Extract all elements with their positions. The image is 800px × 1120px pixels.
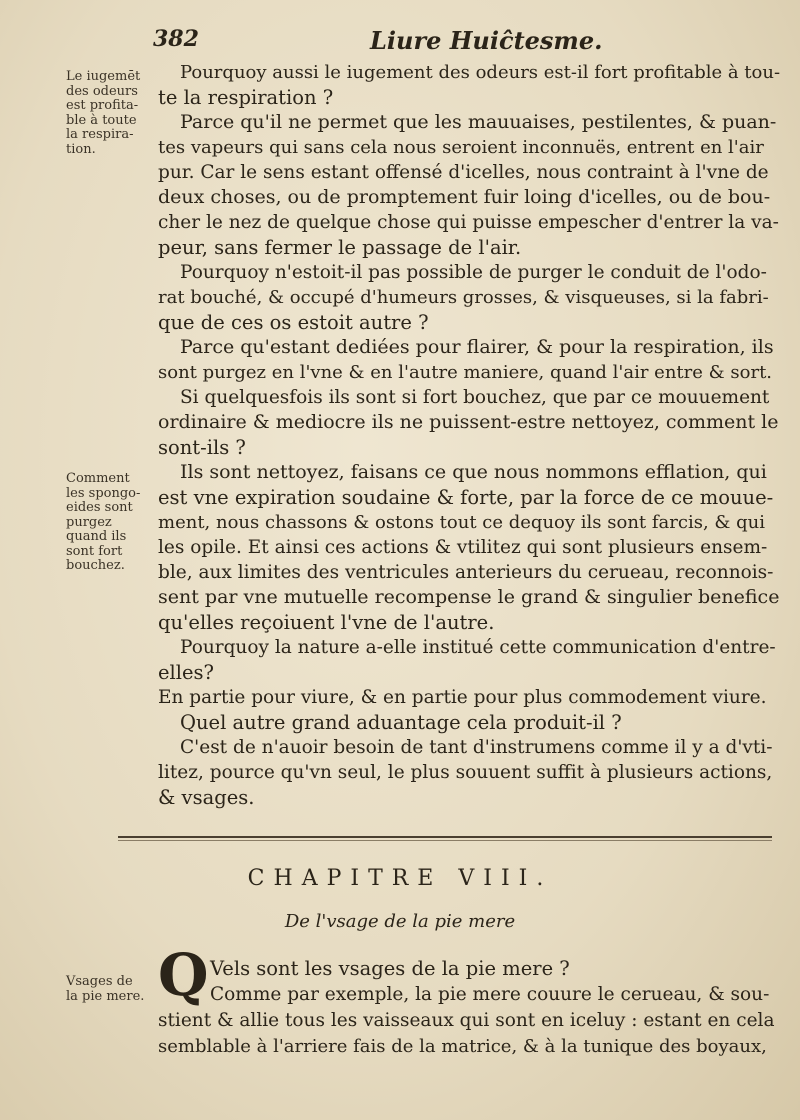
- text-line: ordinaire & mediocre ils ne puissent-estre nettoyez, comment le: [158, 411, 779, 433]
- margin-note-line: tion.: [66, 141, 96, 157]
- page-number: 382: [153, 26, 199, 52]
- margin-note-line: les spongo-: [66, 485, 141, 501]
- text-line: pur. Car le sens estant offensé d'icelles, nous contraint à l'vne de: [158, 162, 769, 183]
- text-line: tes vapeurs qui sans cela nous seroient inconnuës, entrent en l'air: [158, 137, 764, 158]
- text-line: C'est de n'auoir besoin de tant d'instrumens comme il y a d'vti-: [180, 737, 773, 758]
- margin-note-line: est profita-: [66, 98, 139, 113]
- text-line: est vne expiration soudaine & forte, par la force de ce mouue-: [158, 486, 774, 509]
- chapter-text-line: Comme par exemple, la pie mere couure le cerueau, & sou-: [210, 984, 770, 1005]
- text-line: Pourquoy la nature a-elle institué cette communication d'entre-: [180, 637, 776, 658]
- text-line: rat bouché, & occupé d'humeurs grosses, & visqueuses, si la fabri-: [158, 287, 769, 308]
- margin-note-line: Comment: [66, 471, 130, 486]
- text-line: Pourquoy n'estoit-il pas possible de purger le conduit de l'odo-: [180, 262, 767, 283]
- text-line: elles?: [158, 661, 215, 684]
- text-line: Quel autre grand aduantage cela produit-il ?: [180, 711, 622, 734]
- text-line: Ils sont nettoyez, faisans ce que nous nommons efflation, qui: [180, 461, 767, 483]
- chapter-subtitle: De l'vsage de la pie mere: [284, 911, 516, 932]
- chapter-body: [158, 956, 780, 1060]
- text-line: Parce qu'estant dediées pour flairer, & pour la respiration, ils: [180, 336, 774, 358]
- chapter-text-line: Vels sont les vsages de la pie mere ?: [210, 957, 570, 980]
- text-line: ble, aux limites des ventricules anterieurs du cerueau, reconnois-: [158, 562, 774, 583]
- chapter-title: CHAPITRE VIII.: [247, 866, 553, 891]
- body-text: [158, 60, 780, 810]
- margin-note-line: purgez: [66, 514, 112, 530]
- margin-note-line: ble à toute: [66, 112, 137, 128]
- running-title: Liure Huiĉtesme.: [370, 26, 603, 55]
- drop-cap: Q: [158, 941, 209, 1009]
- text-line: Parce qu'il ne permet que les mauuaises, pestilentes, & puan-: [180, 111, 777, 133]
- text-line: litez, pource qu'vn seul, le plus souuent suffit à plusieurs actions,: [158, 762, 773, 783]
- text-line: les opile. Et ainsi ces actions & vtilitez qui sont plusieurs ensem-: [158, 537, 768, 558]
- text-line: Pourquoy aussi le iugement des odeurs est-il fort profitable à tou-: [180, 62, 780, 83]
- margin-note-line: Vsages de: [66, 974, 133, 989]
- text-line: En partie pour viure, & en partie pour plus commodement viure.: [158, 687, 767, 708]
- text-line: & vsages.: [158, 786, 255, 809]
- margin-note-line: des odeurs: [66, 83, 138, 99]
- text-line: qu'elles reçoiuent l'vne de l'autre.: [158, 611, 495, 634]
- text-line: peur, sans fermer le passage de l'air.: [158, 236, 522, 259]
- margin-note: [66, 70, 158, 157]
- margin-note-line: la respira-: [66, 127, 134, 142]
- text-line: ment, nous chassons & ostons tout ce dequoy ils sont farcis, & qui: [158, 512, 765, 533]
- text-line: sont purgez en l'vne & en l'autre maniere, quand l'air entre & sort.: [158, 362, 773, 383]
- margin-note-line: la pie mere.: [66, 988, 145, 1004]
- text-line: deux choses, ou de promptement fuir loing d'icelles, ou de bou-: [158, 186, 771, 208]
- text-line: cher le nez de quelque chose qui puisse empescher d'entrer la va-: [158, 212, 779, 233]
- text-line: sent par vne mutuelle recompense le grand & singulier benefice: [158, 586, 780, 608]
- margin-note-line: sont fort: [66, 543, 123, 559]
- margin-note: [66, 472, 158, 574]
- text-line: sont-ils ?: [158, 436, 246, 459]
- margin-note-line: bouchez.: [66, 558, 125, 573]
- text-line: que de ces os estoit autre ?: [158, 311, 429, 334]
- text-line: te la respiration ?: [158, 86, 334, 109]
- chapter-text-line: stient & allie tous les vaisseaux qui sont en iceluy : estant en cela: [158, 1010, 775, 1031]
- margin-note-line: eides sont: [66, 500, 133, 515]
- margin-note-line: Le iugemēt: [66, 69, 141, 84]
- page-header: [0, 22, 800, 56]
- chapter-text-line: semblable à l'arriere fais de la matrice, & à la tunique des boyaux,: [158, 1036, 767, 1057]
- margin-note-line: quand ils: [66, 529, 127, 544]
- text-line: Si quelquesfois ils sont si fort bouchez, que par ce mouuement: [180, 387, 770, 408]
- chapter-rule: [118, 836, 772, 841]
- margin-note: [66, 975, 158, 1004]
